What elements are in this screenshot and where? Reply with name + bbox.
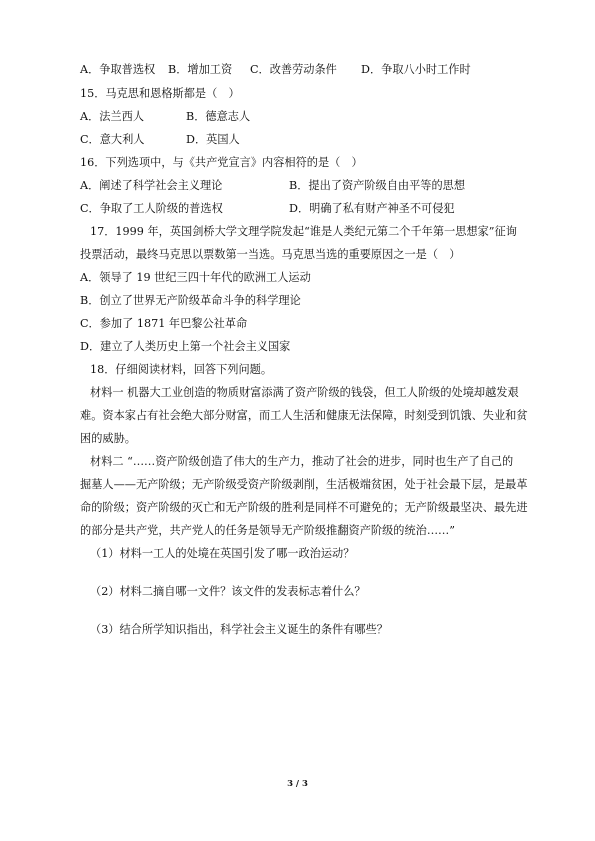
q14-option-a: A．争取普选权	[80, 63, 156, 76]
q15-option-d: D．英国人	[186, 133, 240, 146]
q17-stem-line2: 投票活动，最终马克思以票数第一当选。马克思当选的重要原因之一是（ ）	[80, 248, 461, 261]
q18-material2-line4: 的部分是共产党，共产党人的任务是领导无产阶级推翻资产阶级的统治……”	[80, 524, 455, 537]
q18-subquestion-1: （1）材料一工人的处境在英国引发了哪一政治运动？	[90, 547, 355, 560]
q18-material2-line1: 材料二 “……资产阶级创造了伟大的生产力，推动了社会的进步，同时也生产了自己的	[90, 455, 514, 468]
q18-material1-line3: 困的威胁。	[80, 432, 136, 445]
q17-option-b: B．创立了世界无产阶级革命斗争的科学理论	[80, 294, 301, 307]
q15-option-a: A．法兰西人	[80, 110, 145, 123]
q16-stem: 16．下列选项中，与《共产党宣言》内容相符的是（ ）	[80, 156, 363, 169]
q17-option-a: A．领导了 19 世纪三四十年代的欧洲工人运动	[80, 271, 311, 284]
q15-option-c: C．意大利人	[80, 133, 145, 146]
q17-stem-line1: 17．1999 年，英国剑桥大学文理学院发起“谁是人类纪元第二个千年第一思想家”征询	[90, 225, 517, 238]
q14-option-b: B．增加工资	[168, 63, 233, 76]
q16-option-a: A．阐述了科学社会主义理论	[80, 179, 223, 192]
q18-material1-line1: 材料一 机器大工业创造的物质财富添满了资产阶级的钱袋，但工人阶级的处境却越发艰	[90, 386, 519, 399]
q18-material2-line2: 掘墓人——无产阶级；无产阶级受资产阶级剥削，生活极端贫困，处于社会最下层，是最革	[80, 478, 528, 491]
q18-subquestion-2: （2）材料二摘自哪一文件？该文件的发表标志着什么？	[90, 585, 366, 598]
q17-option-d: D．建立了人类历史上第一个社会主义国家	[80, 340, 291, 353]
q18-stem: 18．仔细阅读材料，回答下列问题。	[90, 363, 273, 376]
q16-option-c: C．争取了工人阶级的普选权	[80, 202, 223, 215]
q18-subquestion-3: （3）结合所学知识指出，科学社会主义诞生的条件有哪些？	[90, 623, 388, 636]
q14-option-c: C．改善劳动条件	[250, 63, 337, 76]
q14-option-d: D．争取八小时工作时	[361, 63, 471, 76]
q18-material2-line3: 命的阶级；资产阶级的灭亡和无产阶级的胜利是同样不可避免的；无产阶级最坚决、最先进	[80, 501, 528, 514]
q16-option-d: D．明确了私有财产神圣不可侵犯	[289, 202, 455, 215]
q18-material1-line2: 难。资本家占有社会绝大部分财富，而工人生活和健康无法保障，时刻受到饥饿、失业和贫	[80, 409, 528, 422]
page-number: 3 / 3	[287, 779, 308, 789]
q16-option-b: B．提出了资产阶级自由平等的思想	[289, 179, 466, 192]
q17-option-c: C．参加了 1871 年巴黎公社革命	[80, 317, 248, 330]
q15-stem: 15．马克思和恩格斯都是（ ）	[80, 87, 240, 100]
q15-option-b: B．德意志人	[186, 110, 251, 123]
